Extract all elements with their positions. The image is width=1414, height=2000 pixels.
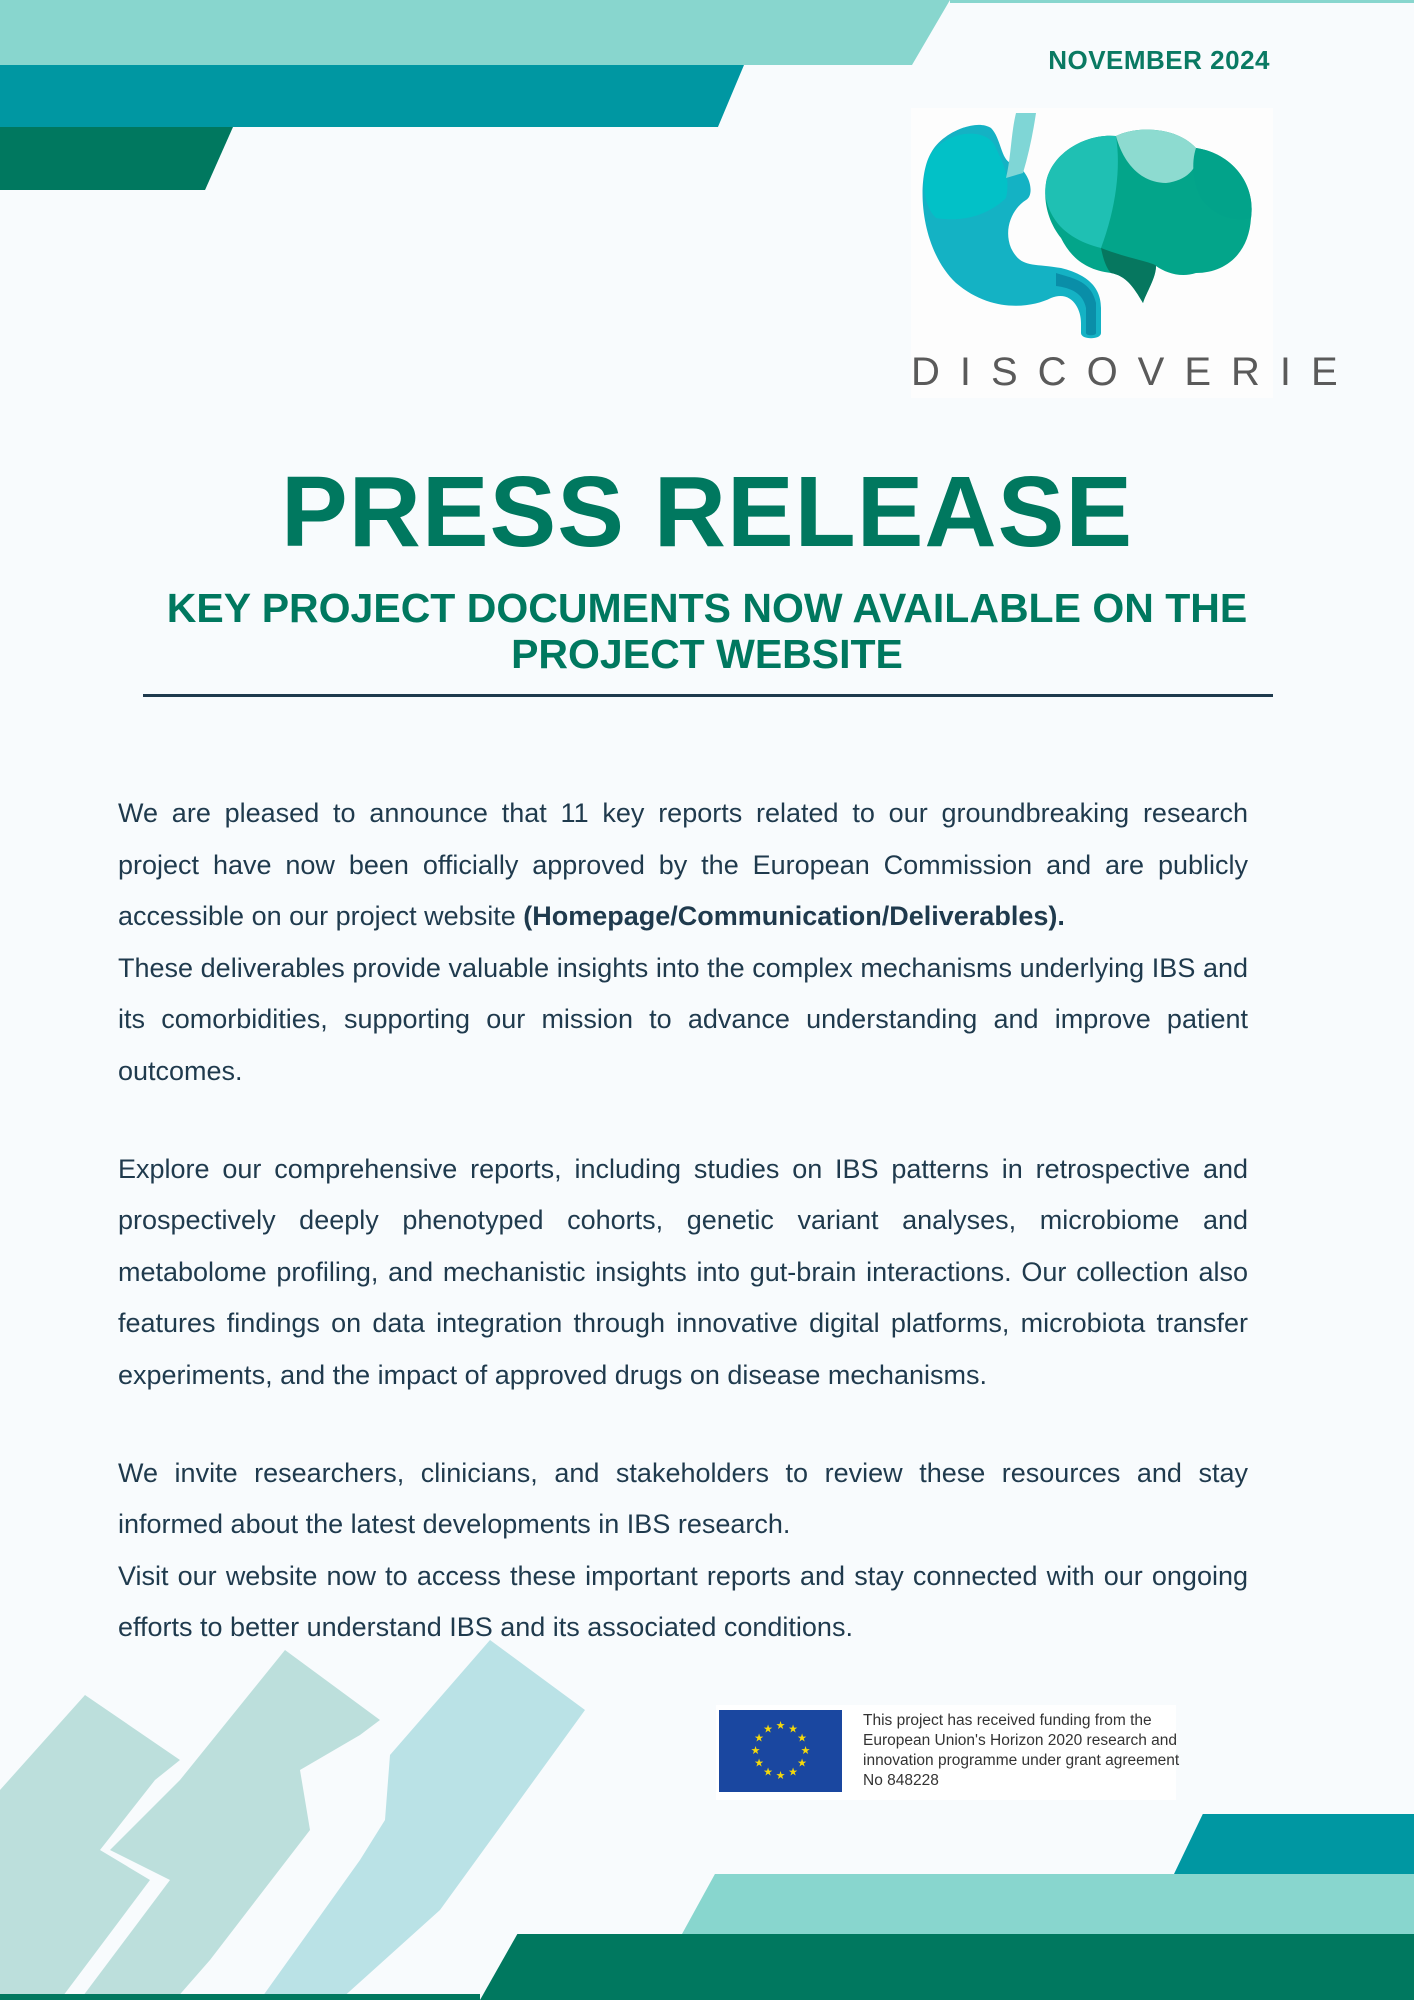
paragraph-intro: [118, 788, 1248, 943]
press-release-body: [118, 788, 1248, 1654]
eu-funding-notice: [716, 1705, 1180, 1800]
svg-text:★: ★: [754, 1756, 764, 1770]
svg-text:★: ★: [750, 1744, 761, 1757]
header-top-line: [950, 0, 1414, 3]
discoverie-logo: [911, 108, 1358, 398]
page-title: PRESS RELEASE: [280, 456, 1134, 568]
eu-flag-icon: [719, 1710, 842, 1792]
header-stripe-teal: [0, 65, 744, 127]
logo-wordmark: DISCOVERIE: [911, 350, 1358, 394]
svg-text:★: ★: [797, 1731, 807, 1745]
footer-bottom-line: [0, 1994, 480, 2000]
header-stripe-light: [0, 0, 950, 65]
svg-text:★: ★: [775, 1719, 786, 1732]
svg-text:★: ★: [800, 1744, 811, 1757]
website-path: (Homepage/Communication/Deliverables).: [523, 901, 1065, 932]
header-stripe-green: [0, 127, 233, 190]
arrows-decoration: [0, 1640, 600, 2000]
funding-text: This project has received funding from the European Union's Horizon 2020 research and innovation programme under grant agreement No 848228: [863, 1712, 1180, 1789]
footer-stripe-teal: [1174, 1814, 1414, 1874]
paragraph-invite: We invite researchers, clinicians, and stakeholders to review these resources and stay informed about the latest developments in IBS research.: [118, 1457, 1248, 1540]
paragraph-reports: Explore our comprehensive reports, including studies on IBS patterns in retrospective and prospectively deeply phenotyped cohorts, genetic variant analyses, microbiome and metabolome profiling, and mechanistic insights into gut-brain interactions. Our collection also features findings on data integration through innovative digital platforms, microbiota transfer experiments, and the impact of approved drugs on disease mechanisms.: [118, 1153, 1248, 1390]
svg-text:★: ★: [797, 1756, 807, 1770]
footer-stripe-light: [682, 1874, 1414, 1934]
release-date: NOVEMBER 2024: [1048, 45, 1270, 75]
paragraph-visit: Visit our website now to access these important reports and stay connected with our ongoing efforts to better understand IBS and its associated conditions.: [118, 1560, 1248, 1643]
svg-text:★: ★: [754, 1731, 764, 1745]
gut-brain-logo-icon: [911, 108, 1273, 348]
footer-stripe-green: [480, 1934, 1414, 2000]
page-subtitle: KEY PROJECT DOCUMENTS NOW AVAILABLE ON THE PROJECT WEBSITE: [166, 585, 1248, 677]
svg-text:★: ★: [788, 1722, 798, 1736]
divider: [143, 694, 1273, 697]
svg-text:★: ★: [788, 1765, 798, 1779]
paragraph-intro-text: We are pleased to announce that 11 key reports related to our groundbreaking research project have now been officially approved by the European Commission and are publicly accessible on our project website: [118, 798, 1248, 932]
paragraph-insights: These deliverables provide valuable insights into the complex mechanisms underlying IBS and its comorbidities, supporting our mission to advance understanding and improve patient outcomes.: [118, 952, 1248, 1086]
svg-text:★: ★: [763, 1765, 773, 1779]
svg-text:★: ★: [763, 1722, 773, 1736]
svg-text:★: ★: [775, 1769, 786, 1782]
